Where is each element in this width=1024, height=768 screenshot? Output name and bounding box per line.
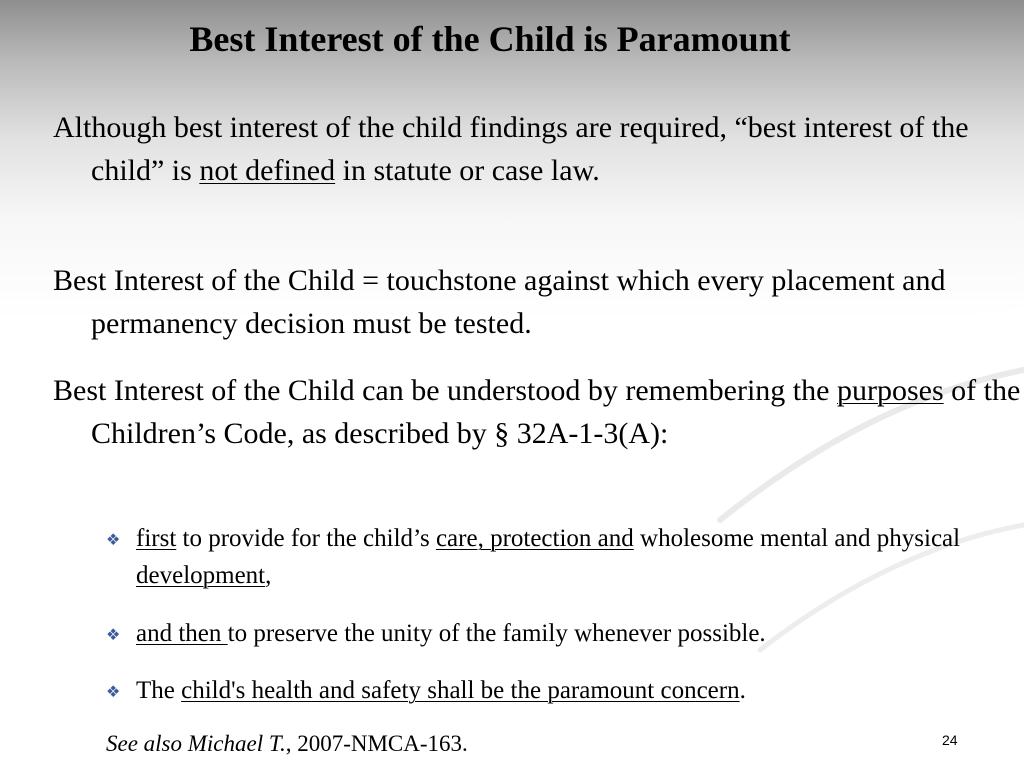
underlined-text: development (136, 562, 266, 589)
diamond-bullet-icon: ❖ (106, 530, 121, 549)
text-run: in statute or case law. (335, 154, 600, 187)
text-run: Best Interest of the Child can be understood by remembering the (53, 374, 837, 407)
diamond-bullet-icon: ❖ (106, 682, 121, 701)
bullet-text (136, 620, 766, 647)
paragraph-best-interest-not-defined (53, 106, 1021, 192)
text-run: , 2007-NMCA-163. (285, 731, 468, 756)
text-run: to preserve the unity of the family whenever possible. (227, 620, 766, 647)
slide-number: 24 (942, 732, 958, 748)
bullet-item-health-safety (106, 672, 1024, 709)
underlined-text: care, protection and (435, 525, 634, 552)
text-run: Best Interest of the Child = touchstone against which every placement and permanency decision must be tested. (53, 264, 946, 340)
diamond-bullet-icon: ❖ (106, 625, 121, 644)
text-run: . (739, 677, 746, 704)
citation-text (106, 731, 468, 756)
underlined-text: not defined (199, 154, 336, 187)
paragraph-touchstone (53, 259, 1021, 345)
bullet-text (136, 525, 960, 589)
underlined-text: and then (136, 620, 228, 647)
underlined-text: child's health and safety shall be the paramount concern (181, 677, 740, 704)
underlined-text: purposes (836, 374, 944, 407)
bullet-text (136, 677, 746, 704)
text-run: The (136, 677, 182, 704)
bullet-item-first-purpose (106, 520, 1024, 594)
text-run: of the Children’s Code, as described by § 32A-1-3(A): (91, 374, 1021, 450)
underlined-text: first (136, 525, 177, 552)
text-run: Although best interest of the child findings are required, “best interest of the child” is (53, 111, 969, 187)
slide-title: Best Interest of the Child is Paramount (189, 19, 791, 59)
paragraph-text (53, 264, 946, 340)
paragraph-text (53, 374, 1020, 450)
case-citation (106, 728, 468, 760)
paragraph-text (53, 111, 969, 187)
bullet-item-family-unity (106, 615, 1024, 652)
text-run: wholesome mental and physical (633, 525, 961, 552)
text-run: to provide for the child’s (176, 525, 436, 552)
italic-text: See also Michael T. (106, 731, 286, 756)
text-run: , (265, 562, 272, 589)
paragraph-purposes (53, 369, 1021, 455)
